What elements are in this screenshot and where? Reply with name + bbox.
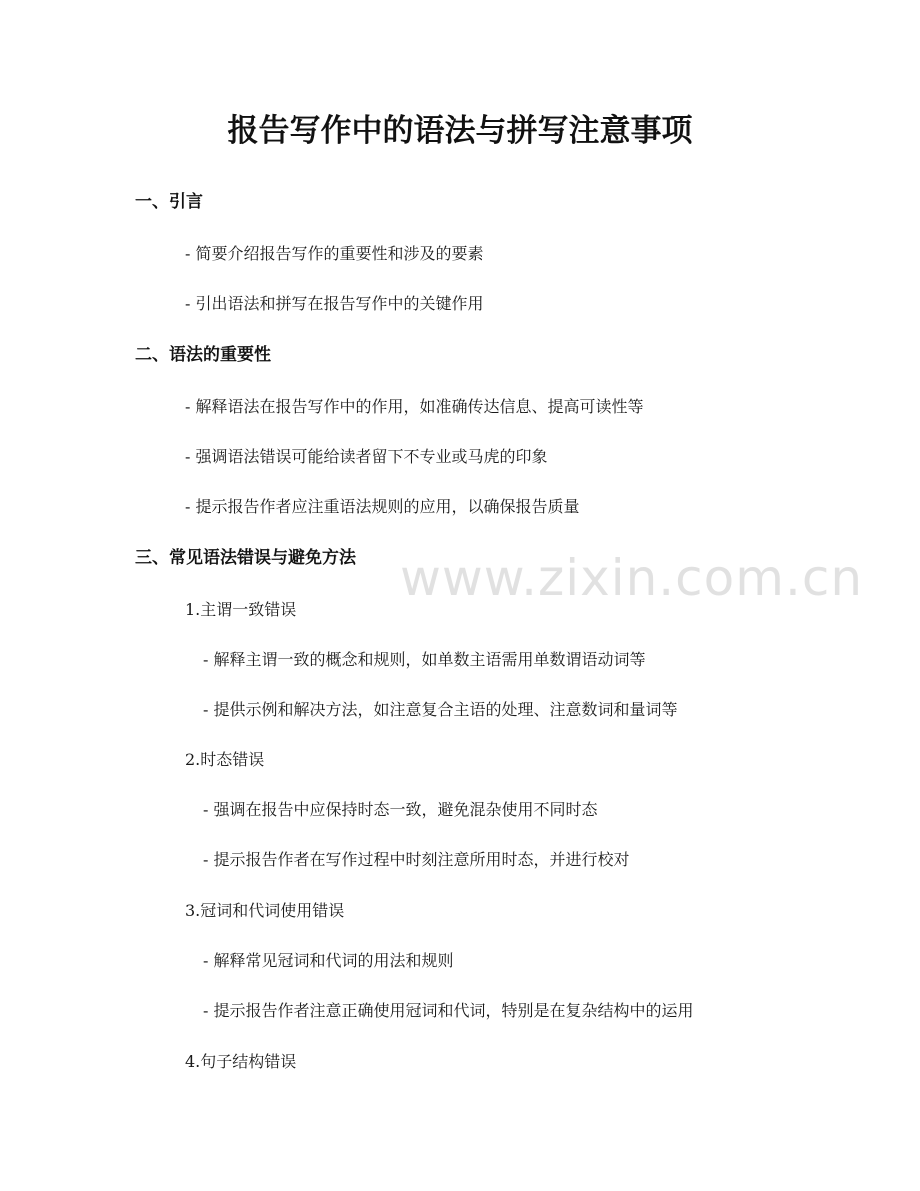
list-item: - 强调语法错误可能给读者留下不专业或马虎的印象 — [185, 447, 548, 466]
section-heading-intro: 一、引言 — [135, 192, 203, 212]
subsection-title: 3.冠词和代词使用错误 — [185, 901, 345, 920]
page-title: 报告写作中的语法与拼写注意事项 — [227, 113, 693, 149]
list-item: - 解释语法在报告写作中的作用，如准确传达信息、提高可读性等 — [185, 397, 644, 416]
list-item: - 提示报告作者应注重语法规则的应用，以确保报告质量 — [185, 497, 580, 516]
list-item: - 提示报告作者注意正确使用冠词和代词，特别是在复杂结构中的运用 — [203, 1001, 694, 1020]
section-heading-grammar-importance: 二、语法的重要性 — [135, 345, 271, 365]
list-item: - 解释主谓一致的概念和规则，如单数主语需用单数谓语动词等 — [203, 650, 646, 669]
watermark: www.zixin.com.cn — [400, 549, 864, 607]
list-item: - 解释常见冠词和代词的用法和规则 — [203, 951, 454, 970]
list-item: - 提示报告作者在写作过程中时刻注意所用时态，并进行校对 — [203, 850, 630, 869]
list-item: - 提供示例和解决方法，如注意复合主语的处理、注意数词和量词等 — [203, 700, 678, 719]
subsection-title: 2.时态错误 — [185, 750, 265, 769]
list-item: - 强调在报告中应保持时态一致，避免混杂使用不同时态 — [203, 800, 598, 819]
list-item: - 简要介绍报告写作的重要性和涉及的要素 — [185, 244, 484, 263]
subsection-title: 1.主谓一致错误 — [185, 600, 297, 619]
subsection-title: 4.句子结构错误 — [185, 1052, 297, 1071]
list-item: - 引出语法和拼写在报告写作中的关键作用 — [185, 294, 484, 313]
section-heading-common-errors: 三、常见语法错误与避免方法 — [135, 548, 356, 568]
